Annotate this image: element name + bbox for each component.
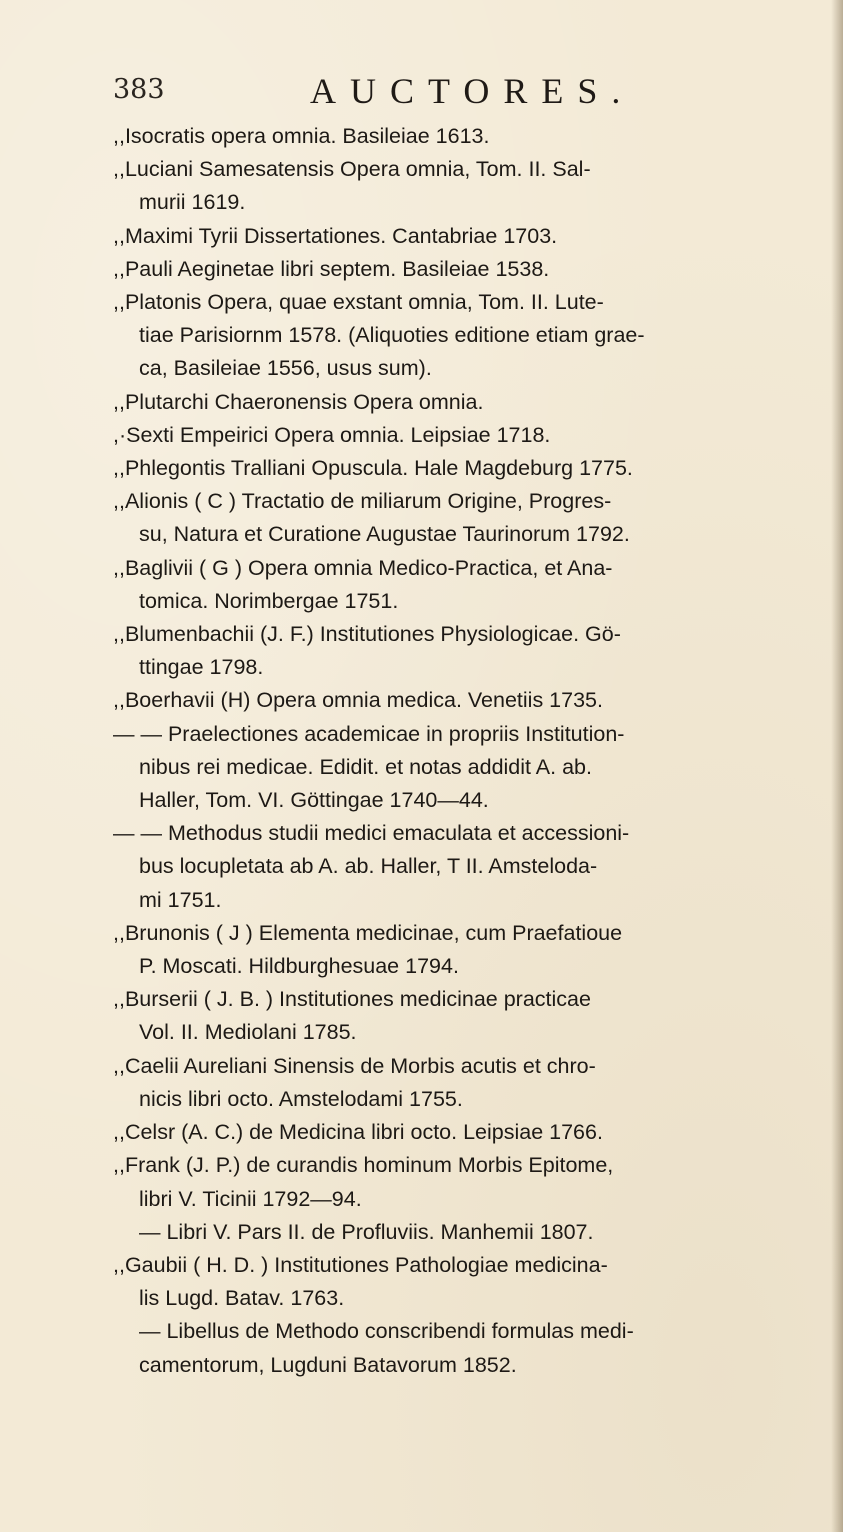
bibliography-line: ,,Baglivii ( G ) Opera omnia Medico-Practica, et Ana- bbox=[113, 555, 613, 580]
bibliography-line: ,,Gaubii ( H. D. ) Institutiones Pathologiae medicina- bbox=[113, 1252, 608, 1277]
bibliography-line: ,,Blumenbachii (J. F.) Institutiones Physiologicae. Gö- bbox=[113, 622, 621, 647]
bibliography-line: nicis libri octo. Amstelodami 1755. bbox=[139, 1086, 463, 1111]
bibliography-line: Haller, Tom. VI. Göttingae 1740—44. bbox=[139, 788, 489, 813]
bibliography-line: ca, Basileiae 1556, usus sum). bbox=[139, 356, 432, 381]
bibliography-line: camentorum, Lugduni Batavorum 1852. bbox=[139, 1352, 517, 1377]
bibliography-line: ,,Frank (J. P.) de curandis hominum Morbis Epitome, bbox=[113, 1153, 614, 1178]
bibliography-line: bus locupletata ab A. ab. Haller, T II. Amsteloda- bbox=[139, 854, 598, 879]
bibliography-line: lis Lugd. Batav. 1763. bbox=[139, 1286, 345, 1311]
bibliography-line: ,,Burserii ( J. B. ) Institutiones medicinae practicae bbox=[113, 987, 591, 1012]
bibliography-line: ,,Celsr (A. C.) de Medicina libri octo. Leipsiae 1766. bbox=[113, 1120, 603, 1145]
bibliography-line: ,,Luciani Samesatensis Opera omnia, Tom. II. Sal- bbox=[113, 157, 591, 182]
page-header bbox=[113, 70, 733, 110]
bibliography-line: libri V. Ticinii 1792—94. bbox=[139, 1186, 362, 1211]
bibliography-line: Vol. II. Mediolani 1785. bbox=[139, 1020, 357, 1045]
bibliography-line: tomica. Norimbergae 1751. bbox=[139, 588, 399, 613]
bibliography-list bbox=[113, 120, 793, 1382]
bibliography-line: ,,Phlegontis Tralliani Opuscula. Hale Magdeburg 1775. bbox=[113, 456, 633, 481]
bibliography-line: tiae Parisiornm 1578. (Aliquoties editione etiam grae- bbox=[139, 323, 645, 348]
bibliography-line: ttingae 1798. bbox=[139, 655, 264, 680]
bibliography-line: mi 1751. bbox=[139, 887, 222, 912]
bibliography-line: su, Natura et Curatione Augustae Taurinorum 1792. bbox=[139, 522, 630, 547]
bibliography-line: ,·Sexti Empeirici Opera omnia. Leipsiae 1718. bbox=[113, 422, 551, 447]
bibliography-line: ,,Alionis ( C ) Tractatio de miliarum Origine, Progres- bbox=[113, 489, 612, 514]
bibliography-line: nibus rei medicae. Edidit. et notas addidit A. ab. bbox=[139, 754, 592, 779]
bibliography-line: ,,Platonis Opera, quae exstant omnia, Tom. II. Lute- bbox=[113, 290, 604, 315]
bibliography-line: — — Methodus studii medici emaculata et accessioni- bbox=[113, 821, 630, 846]
bibliography-line: ,,Pauli Aeginetae libri septem. Basileiae 1538. bbox=[113, 256, 550, 281]
page-gutter-shadow bbox=[831, 0, 843, 1532]
bibliography-line: P. Moscati. Hildburghesuae 1794. bbox=[139, 954, 459, 979]
bibliography-line: — — Praelectiones academicae in propriis Institution- bbox=[113, 721, 625, 746]
bibliography-line: — Libellus de Methodo conscribendi formulas medi- bbox=[139, 1319, 634, 1344]
bibliography-line: ,,Boerhavii (H) Opera omnia medica. Venetiis 1735. bbox=[113, 688, 603, 713]
bibliography-line: ,,Maximi Tyrii Dissertationes. Cantabriae 1703. bbox=[113, 223, 558, 248]
bibliography-line: ,,Caelii Aureliani Sinensis de Morbis acutis et chro- bbox=[113, 1053, 596, 1078]
page-number: 383 bbox=[113, 74, 165, 105]
bibliography-line: ,,Plutarchi Chaeronensis Opera omnia. bbox=[113, 389, 484, 414]
bibliography-line: ,,Brunonis ( J ) Elementa medicinae, cum Praefatioue bbox=[113, 920, 623, 945]
bibliography-line: murii 1619. bbox=[139, 190, 246, 215]
bibliography-line: — Libri V. Pars II. de Profluviis. Manhemii 1807. bbox=[139, 1219, 594, 1244]
running-title: AUCTORES. bbox=[310, 71, 635, 111]
bibliography-line: ,,Isocratis opera omnia. Basileiae 1613. bbox=[113, 124, 490, 148]
